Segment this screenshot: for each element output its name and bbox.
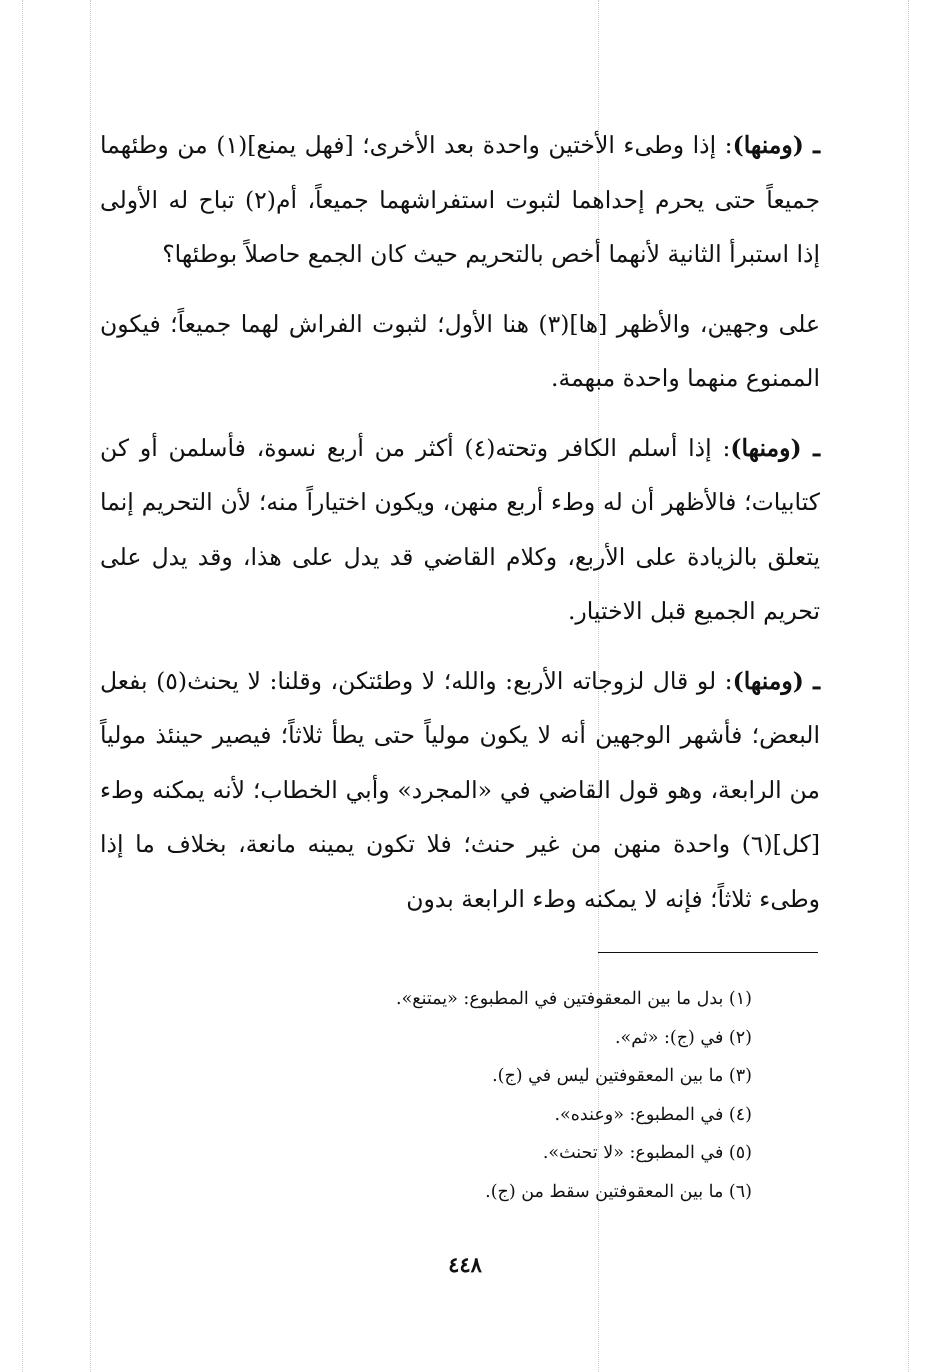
paragraph-lead: ـ (ومنها) xyxy=(732,666,820,695)
footnote-5: (٥) في المطبوع: «لا تحنث». xyxy=(542,1143,752,1163)
page-number: ٤٤٨ xyxy=(448,1252,482,1277)
paragraph-text: : إذا أسلم الكافر وتحته(٤) أكثر من أربع نسوة، فأسلمن أو كن كتابيات؛ فالأظهر أن له وطء أربع منهن، ويكون اختياراً منه؛ لأن التحريم إنما يتعلق بالزيادة على الأربع، وكلام القاضي قد يدل على هذا، وقد يدل على تحريم الجميع قبل الاختيار. xyxy=(100,433,820,625)
paragraph-lead: ـ (ومنها) xyxy=(730,433,820,462)
footnote-3: (٣) ما بين المعقوفتين ليس في (ج). xyxy=(492,1066,752,1086)
paragraph-1 xyxy=(100,118,820,282)
main-text xyxy=(100,118,820,941)
paragraph-2 xyxy=(100,297,820,406)
paragraph-text: : إذا وطىء الأختين واحدة بعد الأخرى؛ [فهل يمنع](١) من وطئهما جميعاً حتى يحرم إحداهما لثبوت استفراشهما جميعاً، أم(٢) تباح له الأولى إذا استبرأ الثانية لأنهما أخص بالتحريم حيث كان الجمع حاصلاً بوطئها؟ xyxy=(100,131,820,268)
footnote-2: (٢) في (ج): «ثم». xyxy=(614,1027,752,1048)
footnote-1: (١) بدل ما بين المعقوفتين في المطبوع: «يمتنع». xyxy=(396,989,752,1009)
footnotes xyxy=(232,980,752,1211)
scan-guide-line xyxy=(90,0,91,1372)
scan-guide-line xyxy=(22,0,23,1372)
footnote-separator xyxy=(598,952,818,953)
paragraph-4 xyxy=(100,654,820,927)
footnote-4: (٤) في المطبوع: «وعنده». xyxy=(554,1104,752,1125)
paragraph-lead: ـ (ومنها) xyxy=(732,131,820,159)
paragraph-text: : لو قال لزوجاته الأربع: والله؛ لا وطئتكن، وقلنا: لا يحنث(٥) بفعل البعض؛ فأشهر الوجهين أنه لا يكون مولياً حتى يطأ ثلاثاً؛ فيصير حينئذ مولياً من الرابعة، وهو قول القاضي في «المجرد» وأبي الخطاب؛ لأنه يمكنه وطء [كل](٦) واحدة منهن من غير حنث؛ فلا تكون يمينه مانعة، بخلاف ما إذا وطىء ثلاثاً؛ فإنه لا يمكنه وطء الرابعة بدون xyxy=(100,666,820,913)
paragraph-text: على وجهين، والأظهر [ها](٣) هنا الأول؛ لثبوت الفراش لهما جميعاً؛ فيكون الممنوع منهما واحدة مبهمة. xyxy=(100,309,820,392)
paragraph-3 xyxy=(100,421,820,639)
scan-guide-line xyxy=(908,0,909,1372)
footnote-6: (٦) ما بين المعقوفتين سقط من (ج). xyxy=(485,1181,752,1202)
